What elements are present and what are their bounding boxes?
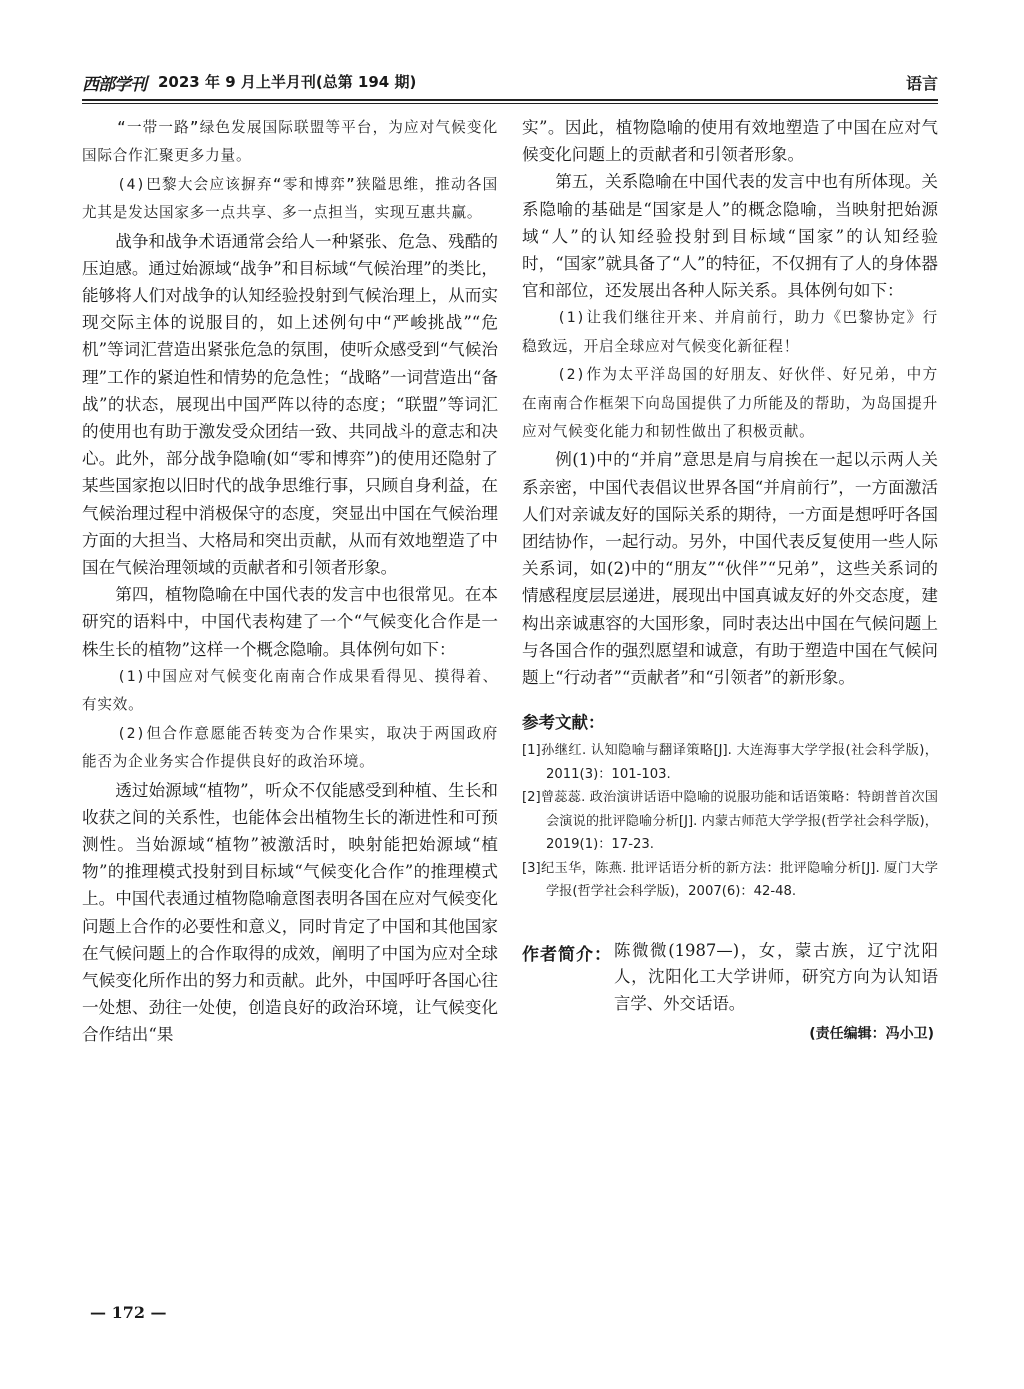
- reference-item: [2]曾蕊蕊. 政治演讲话语中隐喻的说服功能和话语策略：特朗普首次国会演说的批评隐喻分析[J]. 内蒙古师范大学学报(哲学社会科学版)，2019(1)：17-23.: [522, 790, 938, 853]
- section-name: 语言: [905, 74, 938, 93]
- page-number: — 172 —: [90, 1303, 167, 1322]
- plant-example-1: (1)中国应对气候变化南南合作成果看得见、摸得着、有实效。: [82, 667, 498, 714]
- example-continuation: “一带一路”绿色发展国际联盟等平台，为应对气候变化国际合作汇聚更多力量。: [82, 119, 498, 165]
- responsible-editor: (责任编辑：冯小卫): [809, 1026, 934, 1043]
- paragraph-war-metaphor: 战争和战争术语通常会给人一种紧张、危急、残酷的压迫感。通过始源域“战争”和目标域“气候治理”的类比，能够将人们对战争的认知经验投射到气候治理上，从而实现交际主体的说服目的，如上述例句中“严峻挑战”“危机”等词汇营造出紧张危急的氛围，使听众感受到“气候治理”工作的紧迫性和情势的危急性；“战略”一词营造出“备战”的状态，展现出中国严阵以待的态度；“联盟”等词汇的使用也有助于激发受众团结一致、共同战斗的意志和决心。此外，部分战争隐喻(如“零和博弈”)的使用还隐射了某些国家抱以旧时代的战争思维行事，只顾自身利益，在气候治理过程中消极保守的态度，突显出中国在气候治理方面的大担当、大格局和突出贡献，从而有效地塑造了中国在气候治理领域的贡献者和引领者形象。: [82, 231, 498, 578]
- paragraph-plant-analysis: 透过始源域“植物”，听众不仅能感受到种植、生长和收获之间的关系性，也能体会出植物生长的渐进性和可预测性。当始源域“植物”被激活时，映射能把始源域“植物”的推理模式投射到目标域“气候变化合作”的推理模式上。中国代表通过植物隐喻意图表明各国在应对气候变化问题上合作的必要性和意义，同时肯定了中国和其他国家在气候问题上的合作取得的成效，阐明了中国为应对全球气候变化所作出的努力和贡献。此外，中国呼吁各国心往一处想、劲往一处使，创造良好的政治环境，让气候变化合作结出“果: [82, 780, 498, 1045]
- author-bio-text: 陈微微(1987—)，女，蒙古族，辽宁沈阳人，沈阳化工大学讲师，研究方向为认知语言学、外交话语。: [614, 940, 938, 1013]
- header-rule-thin: [82, 103, 938, 104]
- references-title: 参考文献：: [522, 713, 605, 733]
- paragraph-relation-metaphor: 第五，关系隐喻在中国代表的发言中也有所体现。关系隐喻的基础是“国家是人”的概念隐喻，当映射把始源域“人”的认知经验投射到目标域“国家”的认知经验时，“国家”就具备了“人”的特征，不仅拥有了人的身体器官和部位，还发展出各种人际关系。具体例句如下：: [522, 172, 938, 301]
- reference-item: [3]纪玉华，陈燕. 批评话语分析的新方法：批评隐喻分析[J]. 厦门大学学报(哲学社会科学版)，2007(6)：42-48.: [522, 860, 938, 900]
- paragraph-plant-conclusion: 实”。因此，植物隐喻的使用有效地塑造了中国在应对气候变化问题上的贡献者和引领者形象。: [522, 118, 938, 165]
- right-column: [522, 114, 938, 1043]
- relation-example-1: (1)让我们继往开来、并肩前行，助力《巴黎协定》行稳致远，开启全球应对气候变化新征程！: [522, 309, 938, 355]
- paragraph-plant-metaphor: 第四，植物隐喻在中国代表的发言中也很常见。在本研究的语料中，中国代表构建了一个“气候变化合作是一株生长的植物”这样一个概念隐喻。具体例句如下：: [82, 585, 498, 659]
- left-column: [82, 114, 498, 1049]
- page-header: [82, 70, 938, 98]
- issue-info: 2023 年 9 月上半月刊(总第 194 期): [158, 73, 417, 91]
- author-bio-label: 作者简介：: [522, 944, 612, 965]
- paragraph-relation-analysis: 例(1)中的“并肩”意思是肩与肩挨在一起以示两人关系亲密，中国代表倡议世界各国“并肩前行”，一方面激活人们对亲诚友好的国际关系的期待，一方面是想呼吁各国团结协作，一起行动。另外，中国代表反复使用一些人际关系词，如(2)中的“朋友”“伙伴”“兄弟”，这些关系词的情感程度层层递进，展现出中国真诚友好的外交态度，建构出亲诚惠容的大国形象，同时表达出中国在气候问题上与各国合作的强烈愿望和诚意，有助于塑造中国在气候问题上“行动者”“贡献者”和“引领者”的新形象。: [522, 450, 938, 688]
- relation-example-2: (2)作为太平洋岛国的好朋友、好伙伴、好兄弟，中方在南南合作框架下向岛国提供了力所能及的帮助，为岛国提升应对气候变化能力和韧性做出了积极贡献。: [522, 366, 938, 441]
- reference-item: [1]孙继红. 认知隐喻与翻译策略[J]. 大连海事大学学报(社会科学版)，2011(3)：101-103.: [522, 743, 938, 782]
- example-4: (4)巴黎大会应该摒弃“零和博弈”狭隘思维，推动各国尤其是发达国家多一点共享、多一点担当，实现互惠共赢。: [82, 175, 498, 222]
- plant-example-2: (2)但合作意愿能否转变为合作果实，取决于两国政府能否为企业务实合作提供良好的政治环境。: [82, 724, 498, 771]
- header-rule: [82, 99, 938, 101]
- journal-logo: 西部学刊: [82, 75, 146, 95]
- author-bio: [522, 938, 938, 1018]
